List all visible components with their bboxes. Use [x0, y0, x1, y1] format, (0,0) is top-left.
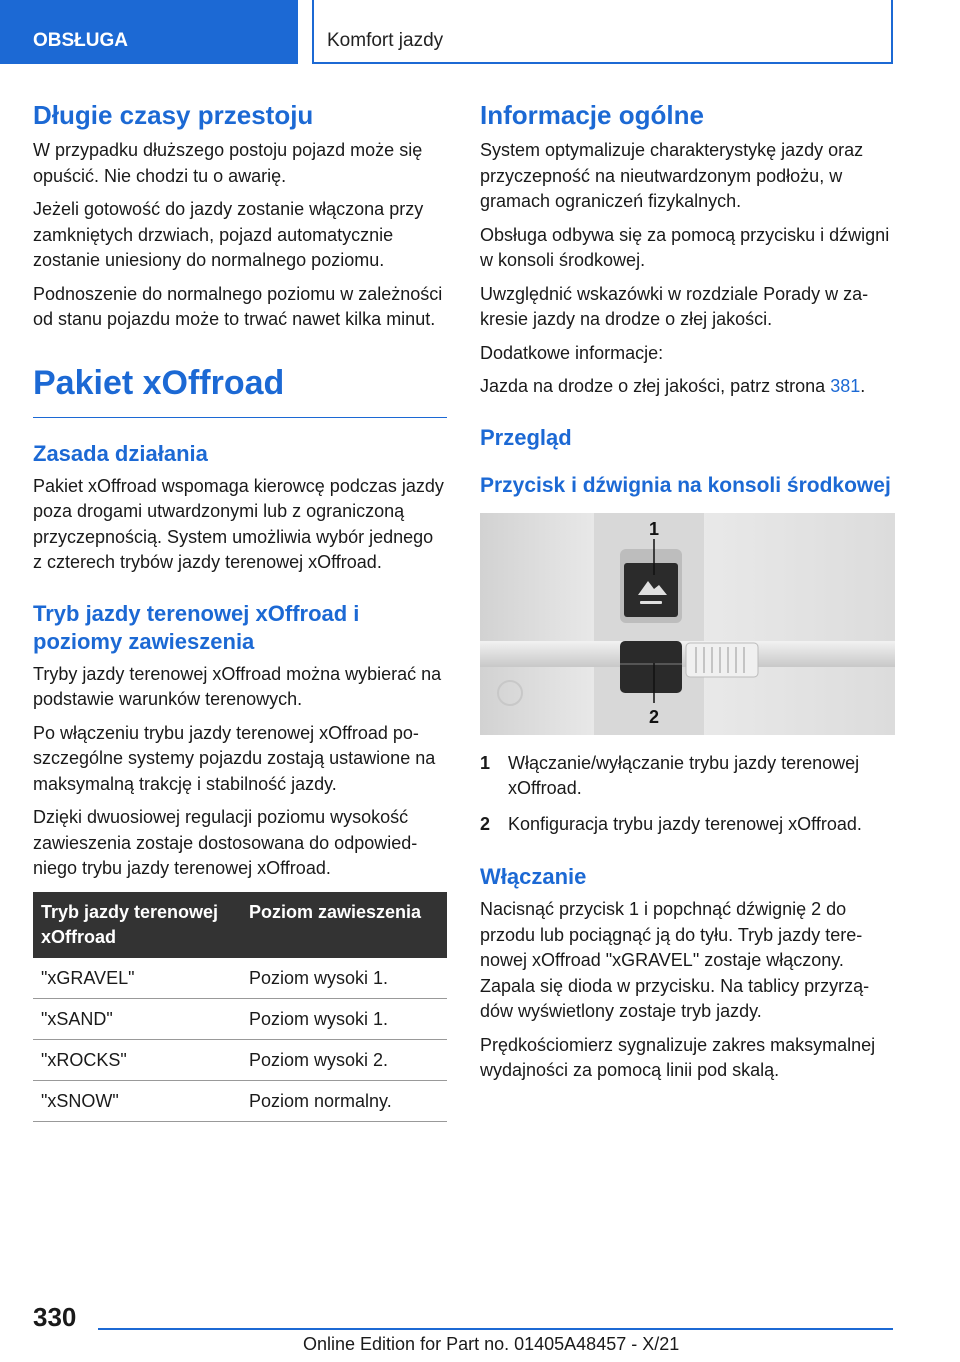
table-row	[33, 958, 447, 999]
paragraph: Prędkościomierz sygnalizuje zakres maksymalnej wydajności za pomocą linii pod skalą.	[480, 1034, 876, 1080]
footer-divider	[98, 1328, 893, 1330]
legend-number: 2	[480, 813, 491, 834]
table-cell: Poziom normalny.	[241, 1080, 447, 1121]
page-link[interactable]: 381	[830, 376, 861, 396]
paragraph: System optymalizuje charakterystykę jazdy oraz przyczepność na nieutwardzonym podłożu, w gramach ograniczeń fizykalnych.	[480, 140, 864, 211]
section-tab[interactable]	[0, 0, 298, 64]
paragraph: Po włączeniu trybu jazdy terenowej xOffroad poszczególne systemy pojazdu zostają ustawione na maksymalną trakcję i stabilność jazdy.	[33, 722, 436, 794]
modes-table	[33, 892, 447, 1122]
callout-2: 2	[648, 706, 660, 727]
table-header-row	[33, 892, 447, 958]
reference-text: Jazda na drodze o złej jakości, patrz strona	[480, 376, 831, 396]
table-row	[33, 998, 447, 1039]
paragraph: Podnoszenie do normalnego poziomu w zależności od stanu pojazdu może to trwać nawet kilka minut.	[33, 283, 443, 329]
table-cell: "xROCKS"	[33, 1039, 241, 1080]
console-illustration	[480, 513, 895, 735]
console-figure	[480, 513, 895, 735]
heading-general-info: Informacje ogólne	[480, 100, 704, 130]
table-cell: "xSAND"	[33, 998, 241, 1039]
paragraph-reference	[480, 374, 894, 400]
right-column	[480, 100, 894, 1092]
paragraph: Pakiet xOffroad wspomaga kierowcę podczas jazdy poza drogami utwardzonymi lub z ograniczoną przyczepnością. System umożliwia wybór jednego z czterech trybów jazdy terenowej xOffroad.	[33, 475, 444, 572]
paragraph: W przypadku dłuższego postoju pojazd może się opuścić. Nie chodzi tu o awarię.	[33, 140, 423, 186]
section-tab-label: OBSŁUGA	[33, 30, 128, 51]
footer-edition: Online Edition for Part no. 01405A48457 - X/21	[303, 1334, 680, 1354]
legend-number: 1	[480, 752, 491, 773]
paragraph: Tryby jazdy terenowej xOffroad można wybierać na podstawie warunków terenowych.	[33, 663, 442, 709]
legend-item	[480, 812, 894, 838]
left-column	[33, 100, 447, 1122]
chapter-header	[312, 0, 893, 64]
paragraph: Jeżeli gotowość do jazdy zostanie włączona przy zamkniętych drzwiach, pojazd automatycznie zostanie uniesiony do normalnego poziomu.	[33, 199, 424, 270]
heading-modes-levels: Tryb jazdy terenowej xOffroad i poziomy zawieszenia	[33, 600, 360, 654]
table-cell: Poziom wysoki 2.	[241, 1039, 447, 1080]
heading-button-lever: Przycisk i dźwignia na konsoli środkowej	[480, 473, 891, 497]
table-row	[33, 1039, 447, 1080]
paragraph: Obsługa odbywa się za pomocą przycisku i dźwigni w konsoli środkowej.	[480, 224, 890, 270]
heading-principle: Zasada działania	[33, 440, 208, 466]
legend-text: Konfiguracja trybu jazdy terenowej xOffroad.	[508, 813, 862, 834]
paragraph: Nacisnąć przycisk 1 i popchnąć dźwignię 2 do przodu lub pociągnąć ją do tyłu. Tryb jazdy terenowej xOffroad "xGRAVEL" zostaje włączony. Zapala się dioda w przycisku. Na tablicy przyrządów wyświetlony zostaje tryb jazdy.	[480, 899, 870, 1021]
legend-item	[480, 751, 894, 802]
paragraph: Uwzględnić wskazówki w rozdziale Porady w zakresie jazdy na drodze o złej jakości.	[480, 283, 869, 329]
heading-switch-on: Włączanie	[480, 864, 587, 889]
table-cell: "xGRAVEL"	[33, 958, 241, 999]
heading-long-parking: Długie czasy przestoju	[33, 100, 314, 130]
reference-end: .	[860, 376, 866, 396]
callout-1: 1	[648, 518, 660, 539]
paragraph: Dzięki dwuosiowej regulacji poziomu wysokość zawieszenia zostaje dostosowana do odpowiedniego trybu jazdy terenowej xOffroad.	[33, 807, 418, 878]
legend-text: Włączanie/wyłączanie trybu jazdy terenowej xOffroad.	[508, 752, 860, 798]
table-cell: "xSNOW"	[33, 1080, 241, 1121]
table-row	[33, 1080, 447, 1121]
heading-xoffroad-package: Pakiet xOffroad	[33, 363, 447, 418]
table-header-mode: Tryb jazdy terenowej xOffroad	[33, 892, 241, 958]
heading-overview: Przegląd	[480, 424, 572, 450]
chapter-title: Komfort jazdy	[327, 30, 444, 51]
xoffroad-lever	[620, 641, 682, 693]
paragraph: Dodatkowe informacje:	[480, 342, 664, 363]
page-number: 330	[33, 1302, 77, 1332]
table-cell: Poziom wysoki 1.	[241, 998, 447, 1039]
table-cell: Poziom wysoki 1.	[241, 958, 447, 999]
table-header-level: Poziom zawieszenia	[241, 892, 447, 958]
